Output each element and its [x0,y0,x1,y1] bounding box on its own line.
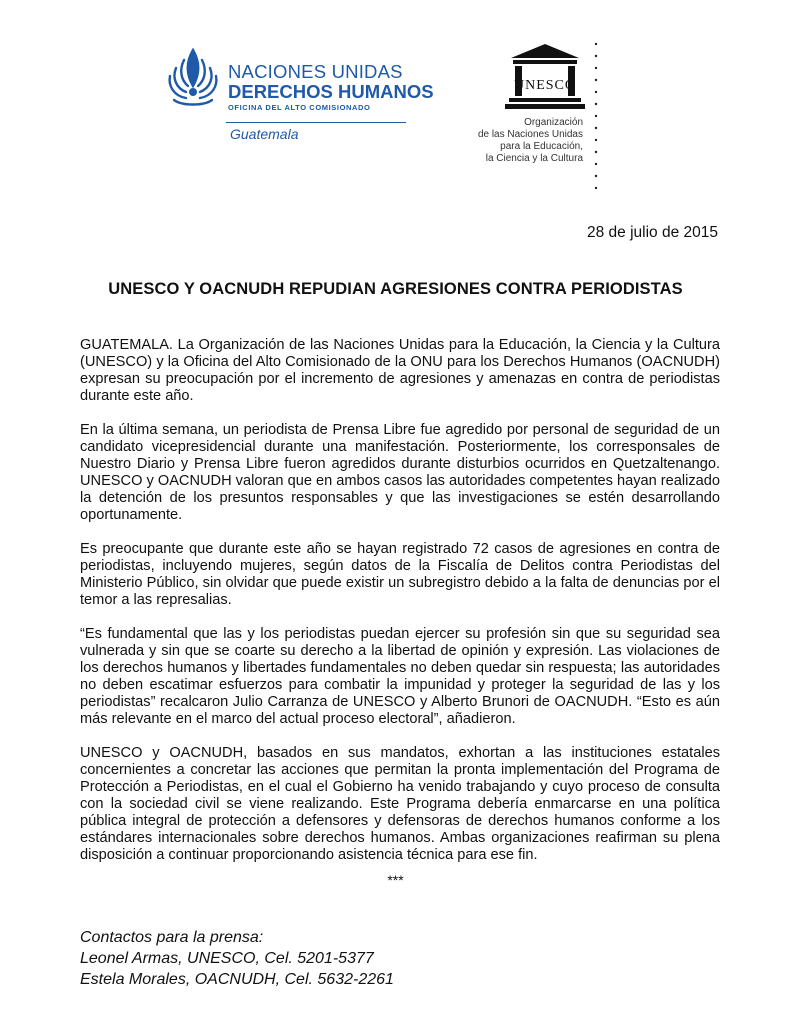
press-release-body [80,337,720,881]
paragraph: UNESCO y OACNUDH, basados en sus mandatos, exhortan a las instituciones estatales concernientes a concretar las acciones que permitan la pronta implementación del Programa de Protección a Periodistas, en el cual el Gobierno ha venido trabajando y cuyo proceso de consulta con la sociedad civil se viene realizando. Este Programa debería enmarcarse en una política pública integral de protección a defensores y defensoras de derechos humanos conforme a los estándares internacionales sobre derechos humanos. Ambas organizaciones reafirman su plena disposición a continuar proporcionando asistencia técnica para ese fin. [80,745,720,863]
paragraph: En la última semana, un periodista de Prensa Libre fue agredido por personal de seguridad de un candidato vicepresidencial durante una manifestación. Posteriormente, los corresponsales de Nuestro Diario y Prensa Libre fueron agredidos durante disturbios ocurridos en Quetzaltenango. UNESCO y OACNUDH valoran que en ambos casos las autoridades competentes hayan realizado la detención de los presuntos responsables y que las investigaciones se estén desarrollando oportunamente. [80,422,721,523]
un-laurel-emblem-icon [162,42,224,112]
document-date: 28 de julio de 2015 [586,224,718,241]
unesco-wordmark: UNESCO [513,78,577,93]
un-logo-city: Guatemala [230,126,299,142]
un-logo-line1: NACIONES UNIDAS [228,61,403,82]
press-contacts [80,927,394,990]
un-logo-line3: OFICINA DEL ALTO COMISIONADO [228,103,371,112]
unesco-caption-line: para la Educación, [500,141,583,152]
unesco-temple-icon [505,42,585,112]
dotted-divider [594,40,598,192]
un-human-rights-logo [162,42,434,147]
unesco-caption [470,117,583,165]
paragraph: “Es fundamental que las y los periodistas puedan ejercer su profesión sin que su seguridad sea vulnerada y sin que se coarte su derecho a la libertad de opinión y expresión. Las violaciones de los derechos humanos y libertades fundamentales no deben quedar sin respuesta; las autoridades no deben escatimar esfuerzos para combatir la impunidad y proteger la seguridad de las y los periodistas” recalcaron Julio Carranza de UNESCO y Alberto Brunori de OACNUDH. “Esto es aún más relevante en el marco del actual proceso electoral”, añadieron. [80,626,720,727]
unesco-caption-line: Organización [524,117,583,128]
headline: UNESCO Y OACNUDH REPUDIAN AGRESIONES CONTRA PERIODISTAS [108,280,683,298]
un-logo-divider [226,122,406,123]
contacts-title: Contactos para la prensa: [80,929,264,946]
un-logo-line2: DERECHOS HUMANOS [228,81,434,102]
unesco-caption-line: de las Naciones Unidas [477,129,583,140]
contact-entry: Leonel Armas, UNESCO, Cel. 5201-5377 [80,950,374,967]
unesco-caption-line: la Ciencia y la Cultura [485,153,583,164]
paragraph: Es preocupante que durante este año se hayan registrado 72 casos de agresiones en contra de periodistas, incluyendo mujeres, según datos de la Fiscalía de Delitos contra Periodistas del Ministerio Público, sin olvidar que puede existir un subregistro debido a la falta de denuncias por el temor a las represalias. [80,541,720,608]
paragraph: GUATEMALA. La Organización de las Naciones Unidas para la Educación, la Ciencia y la Cultura (UNESCO) y la Oficina del Alto Comisionado de la ONU para los Derechos Humanos (OACNUDH) expresan su preocupación por el incremento de agresiones y amenazas en contra de periodistas durante este año. [80,337,720,404]
contact-entry: Estela Morales, OACNUDH, Cel. 5632-2261 [80,971,394,988]
section-separator: *** [387,872,404,888]
